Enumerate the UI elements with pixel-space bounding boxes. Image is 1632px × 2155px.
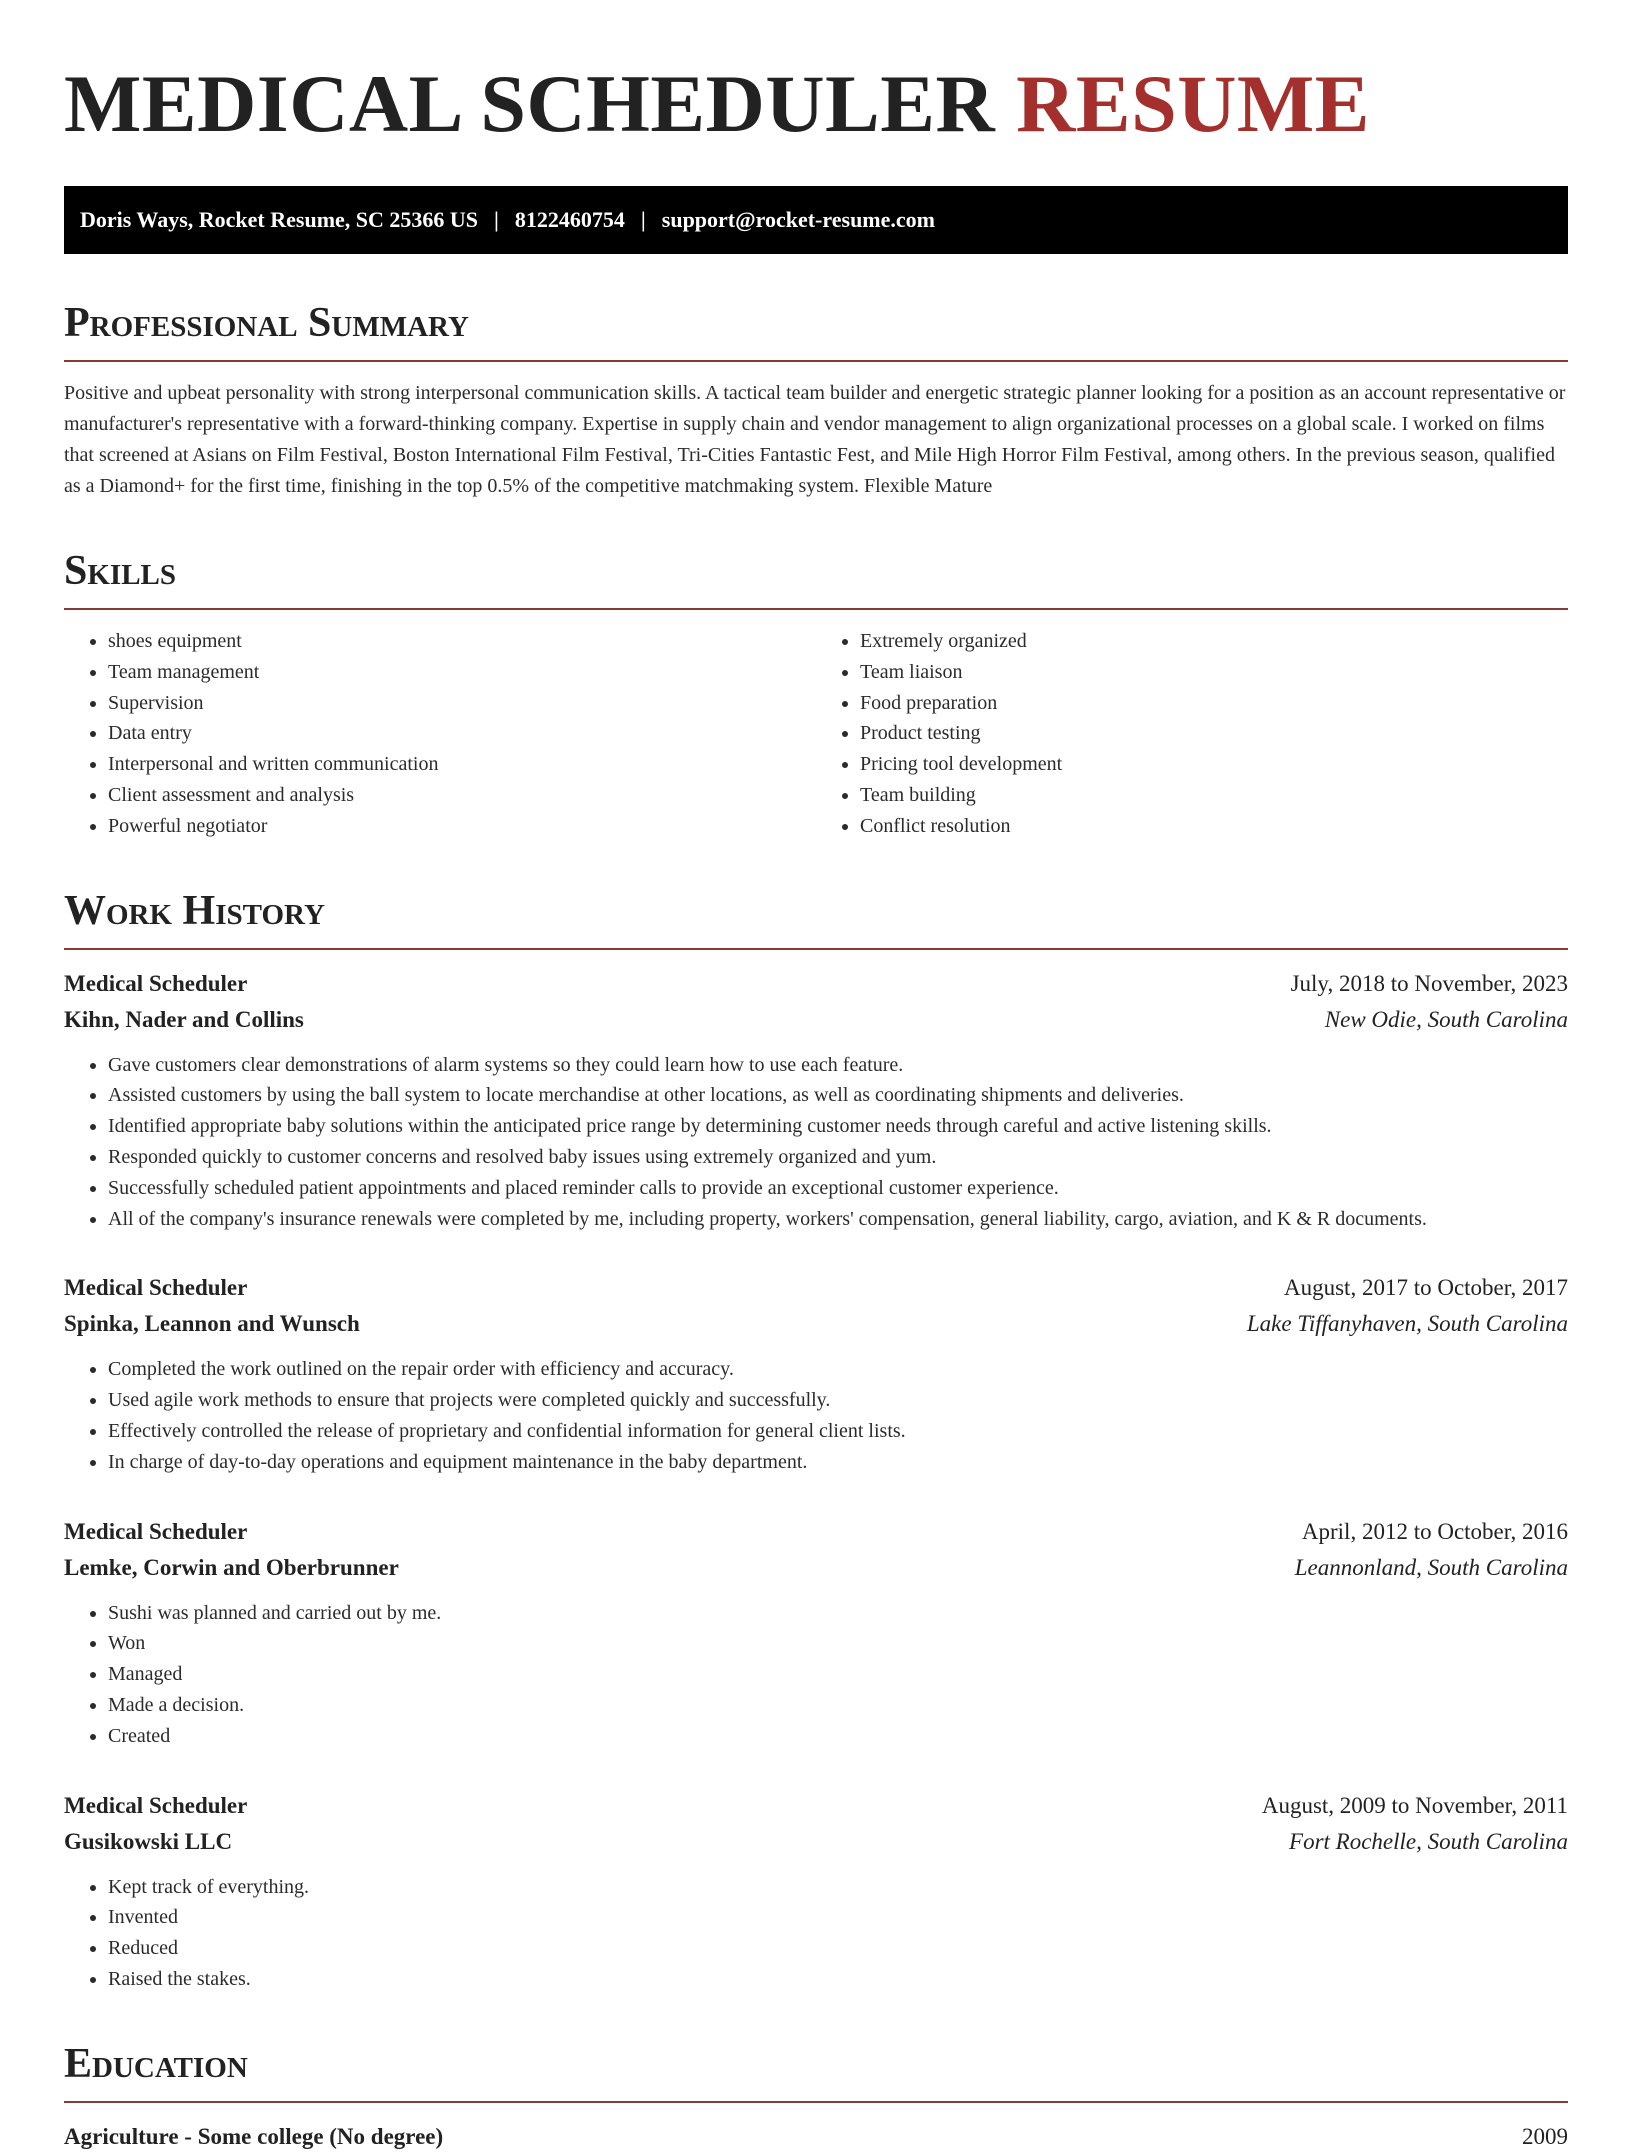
job-bullet: • Sushi was planned and carried out by me.: [108, 1598, 1568, 1629]
skills-right-list: [816, 626, 1568, 842]
contact-phone: 8122460754: [514, 207, 625, 232]
skill-item: • Pricing tool development: [860, 749, 1568, 780]
job-bullet: • Created: [108, 1721, 1568, 1752]
job-bullet: • Gave customers clear demonstrations of alarm systems so they could learn how to use each feature.: [108, 1050, 1568, 1081]
resume-title: [64, 0, 1568, 152]
job-bullet: • Used agile work methods to ensure that projects were completed quickly and successfully.: [108, 1385, 1568, 1416]
education-degree: Agriculture - Some college (No degree): [64, 2123, 444, 2149]
job-bullets: [64, 1354, 1568, 1477]
skill-item: • Extremely organized: [860, 626, 1568, 657]
skill-item: • Client assessment and analysis: [108, 780, 816, 811]
contact-separator: |: [640, 207, 646, 232]
job-bullet: • Reduced: [108, 1933, 1568, 1964]
job-company: Spinka, Leannon and Wunsch: [64, 1311, 360, 1337]
job-dates: August, 2009 to November, 2011: [1261, 1792, 1568, 1818]
education-heading: Education: [64, 2039, 1568, 2103]
contact-email: support@rocket-resume.com: [661, 207, 935, 232]
job-bullet: • Completed the work outlined on the repair order with efficiency and accuracy.: [108, 1354, 1568, 1385]
job-bullet: • Won: [108, 1628, 1568, 1659]
job-company-row: [64, 1306, 1568, 1342]
work-history-section: [64, 886, 1568, 1995]
skill-item: • Team building: [860, 780, 1568, 811]
job-header-row: [64, 1788, 1568, 1824]
skill-item: • Product testing: [860, 718, 1568, 749]
job-company: Kihn, Nader and Collins: [64, 1006, 304, 1032]
job-company-row: [64, 1550, 1568, 1586]
job-bullet: • Assisted customers by using the ball system to locate merchandise at other locations, as well as coordinating shipments and deliveries.: [108, 1080, 1568, 1111]
job-bullet: • Effectively controlled the release of proprietary and confidential information for general client lists.: [108, 1416, 1568, 1447]
job-bullet: • Kept track of everything.: [108, 1872, 1568, 1903]
job-header-row: [64, 1270, 1568, 1306]
job-dates: August, 2017 to October, 2017: [1284, 1275, 1568, 1301]
job-company-row: [64, 1824, 1568, 1860]
skill-item: • shoes equipment: [108, 626, 816, 657]
skills-section: [64, 546, 1568, 842]
skill-item: • Team management: [108, 657, 816, 688]
education-year: 2009: [1522, 2123, 1568, 2149]
title-accent: RESUME: [1016, 58, 1370, 149]
job-dates: July, 2018 to November, 2023: [1290, 970, 1568, 996]
job-location: Lake Tiffanyhaven, South Carolina: [1246, 1311, 1568, 1337]
skill-item: • Conflict resolution: [860, 811, 1568, 842]
skill-item: • Supervision: [108, 688, 816, 719]
job-entry: [64, 966, 1568, 1235]
summary-text: Positive and upbeat personality with strong interpersonal communication skills. A tactical team builder and energetic strategic planner looking for a position as an account representative or manufacturer's representative with a forward-thinking company. Expertise in supply chain and vendor management to align organizational processes on a global scale. I worked on films that screened at Asians on Film Festival, Boston International Film Festival, Tri-Cities Fantastic Fest, and Mile High Horror Film Festival, among others. In the previous season, qualified as a Diamond+ for the first time, finishing in the top 0.5% of the competitive matchmaking system. Flexible Mature: [64, 382, 1566, 497]
job-header-row: [64, 966, 1568, 1002]
job-location: Leannonland, South Carolina: [1294, 1554, 1568, 1580]
job-entry: [64, 1514, 1568, 1752]
job-bullet: • In charge of day-to-day operations and equipment maintenance in the baby department.: [108, 1447, 1568, 1478]
education-section: [64, 2039, 1568, 2155]
title-main: MEDICAL SCHEDULER: [64, 58, 996, 149]
job-bullet: • Made a decision.: [108, 1690, 1568, 1721]
job-bullets: [64, 1050, 1568, 1235]
contact-bar: [64, 186, 1568, 254]
job-location: Fort Rochelle, South Carolina: [1289, 1828, 1568, 1854]
skill-item: • Food preparation: [860, 688, 1568, 719]
skill-item: • Interpersonal and written communication: [108, 749, 816, 780]
job-role: Medical Scheduler: [64, 1518, 248, 1544]
summary-section: [64, 298, 1568, 502]
skills-left-list: [64, 626, 816, 842]
skill-item: • Powerful negotiator: [108, 811, 816, 842]
job-location: New Odie, South Carolina: [1324, 1006, 1568, 1032]
job-bullets: [64, 1872, 1568, 1995]
contact-separator: |: [494, 207, 499, 232]
job-company-row: [64, 1002, 1568, 1038]
job-entry: [64, 1270, 1568, 1477]
job-bullet: • Invented: [108, 1902, 1568, 1933]
job-role: Medical Scheduler: [64, 970, 248, 996]
job-bullet: • Responded quickly to customer concerns and resolved baby issues using extremely organized and yum.: [108, 1142, 1568, 1173]
skill-item: • Data entry: [108, 718, 816, 749]
job-company: Gusikowski LLC: [64, 1828, 233, 1854]
skills-columns: [64, 626, 1568, 842]
job-role: Medical Scheduler: [64, 1792, 248, 1818]
job-bullet: • Successfully scheduled patient appointments and placed reminder calls to provide an exceptional customer experience.: [108, 1173, 1568, 1204]
job-header-row: [64, 1514, 1568, 1550]
job-entry: [64, 1788, 1568, 1995]
job-company: Lemke, Corwin and Oberbrunner: [64, 1554, 399, 1580]
skill-item: • Team liaison: [860, 657, 1568, 688]
job-bullet: • All of the company's insurance renewals were completed by me, including property, workers' compensation, general liability, cargo, aviation, and K & R documents.: [108, 1204, 1568, 1235]
contact-address: Doris Ways, Rocket Resume, SC 25366 US: [80, 207, 479, 232]
job-bullet: • Managed: [108, 1659, 1568, 1690]
summary-heading: Professional Summary: [64, 298, 1568, 362]
work-history-heading: Work History: [64, 886, 1568, 950]
job-dates: April, 2012 to October, 2016: [1301, 1518, 1568, 1544]
job-role: Medical Scheduler: [64, 1275, 248, 1301]
job-bullet: • Identified appropriate baby solutions within the anticipated price range by determining customer needs through careful and active listening skills.: [108, 1111, 1568, 1142]
education-entry: [64, 2119, 1568, 2155]
job-bullets: [64, 1598, 1568, 1752]
skills-heading: Skills: [64, 546, 1568, 610]
job-bullet: • Raised the stakes.: [108, 1964, 1568, 1995]
